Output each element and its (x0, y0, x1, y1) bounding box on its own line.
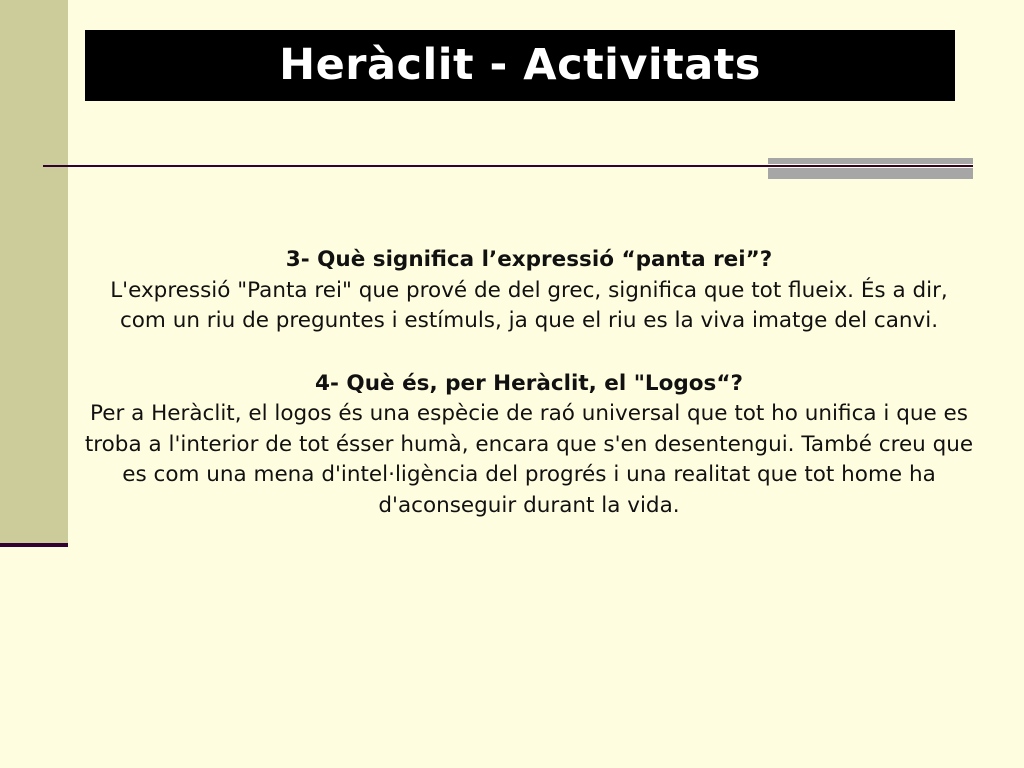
left-bar-rule (0, 543, 68, 547)
left-decorative-bar (0, 0, 68, 546)
answer-3: L'expressió "Panta rei" que prové de del grec, significa que tot flueix. És a dir, com un riu de preguntes i estímuls, ja que el riu es la viva imatge del canvi. (110, 277, 948, 333)
slide-title: Heràclit - Activitats (279, 40, 761, 90)
divider-rule (43, 165, 973, 167)
title-banner (85, 30, 955, 101)
question-block-4 (84, 369, 974, 522)
slide-body (84, 245, 974, 521)
question-3: 3- Què significa l’expressió “panta rei”? (285, 247, 773, 272)
answer-4: Per a Heràclit, el logos és una espècie de raó universal que tot ho unifica i que es troba a l'interior de tot ésser humà, encara que s'en desentengui. També creu que es com una mena d'intel·ligència del progrés i una realitat que tot home ha d'aconseguir durant la vida. (84, 401, 974, 518)
question-block-3 (84, 245, 974, 337)
question-4: 4- Què és, per Heràclit, el "Logos“? (315, 370, 743, 396)
divider-accent-block (768, 158, 973, 179)
